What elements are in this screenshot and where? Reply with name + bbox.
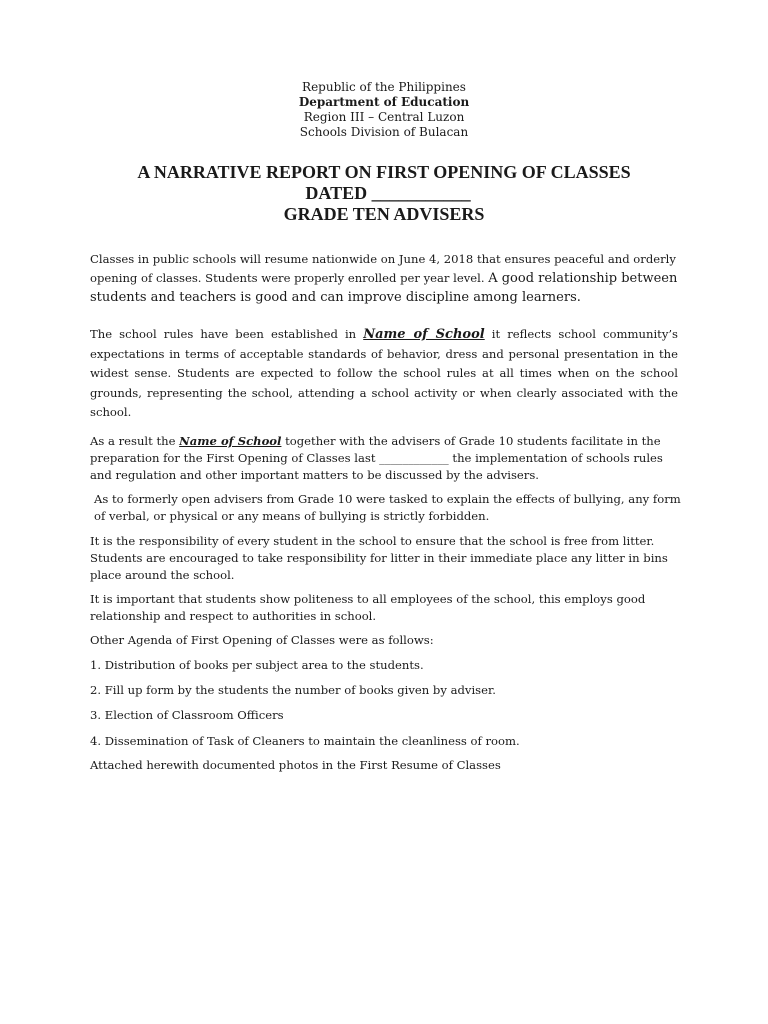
paragraph-7: Other Agenda of First Opening of Classes were as follows: <box>90 633 434 647</box>
paragraph-5: It is the responsibility of every student in the school to ensure that the school is free from litter. Students are encouraged to take responsibility for litter in their immediate place any litter in bins place around the school. <box>90 534 668 582</box>
paragraph-3-text-a: As a result the <box>90 434 180 448</box>
paragraph-8: Attached herewith documented photos in the First Resume of Classes <box>90 758 501 772</box>
title-line-1: A NARRATIVE REPORT ON FIRST OPENING OF CLASSES <box>137 162 631 182</box>
paragraph-2 <box>90 325 678 423</box>
paragraph-2-text-b: it reflects school community’s expectations in terms of acceptable standards of behavior, dress and personal presentation in the widest sense. Students are expected to follow the school rules at all times when on the school grounds, representing the school, attending a school activity or when clearly associated with the school. <box>90 327 679 419</box>
school-name-placeholder: Name of School <box>179 434 282 448</box>
report-title <box>0 162 768 225</box>
paragraph-6: It is important that students show politeness to all employees of the school, this employs good relationship and respect to authorities in school. <box>90 592 646 623</box>
paragraph-3-text-b: together with the advisers of Grade 10 students facilitate in the preparation for the First Opening of Classes last ____________ the implementation of schools rules and regulation and other important matters to be discussed by the advisers. <box>90 434 663 482</box>
paragraph-1-text-a: Classes in public schools will resume nationwide on June 4, 2018 that ensures peaceful and orderly opening of classes. Students were properly enrolled per year level. <box>90 252 676 285</box>
paragraph-4: As to formerly open advisers from Grade 10 were tasked to explain the effects of bullying, any form of verbal, or physical or any means of bullying is strictly forbidden. <box>94 492 681 523</box>
paragraph-2-text-a: The school rules have been established in <box>90 327 364 341</box>
agenda-item: 4. Dissemination of Task of Cleaners to maintain the cleanliness of room. <box>90 734 520 748</box>
agenda-item: 1. Distribution of books per subject area to the students. <box>90 658 424 672</box>
letterhead <box>0 80 768 140</box>
paragraph-1-text-b: A good relationship between students and teachers is good and can improve discipline among learners. <box>90 271 678 305</box>
paragraph-3 <box>90 433 678 484</box>
letterhead-division: Schools Division of Bulacan <box>299 125 469 139</box>
letterhead-department: Department of Education <box>298 95 470 109</box>
school-name-placeholder: Name of School <box>363 327 485 342</box>
title-line-2: DATED ___________ <box>305 183 471 203</box>
agenda-item: 2. Fill up form by the students the number of books given by adviser. <box>90 683 496 697</box>
title-line-3: GRADE TEN ADVISERS <box>283 204 485 224</box>
paragraph-1 <box>90 250 678 307</box>
agenda-item: 3. Election of Classroom Officers <box>90 708 284 722</box>
letterhead-region: Region III – Central Luzon <box>303 110 465 124</box>
letterhead-country: Republic of the Philippines <box>302 80 466 94</box>
